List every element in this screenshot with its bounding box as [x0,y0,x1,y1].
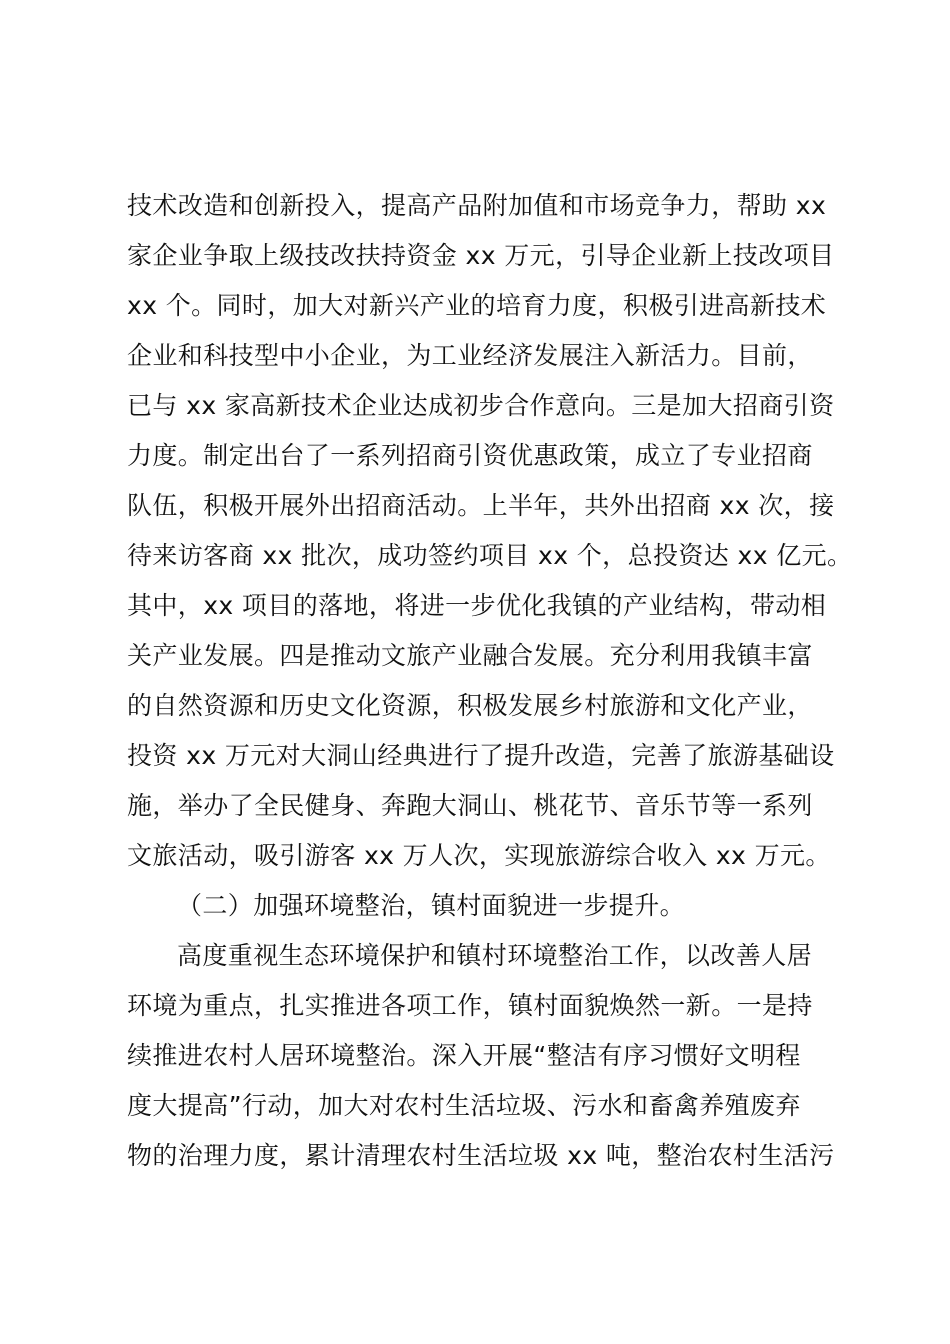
text-line: xx 个。同时，加大对新兴产业的培育力度，积极引进高新技术 [127,291,827,320]
text-line: 技术改造和创新投入，提高产品附加值和市场竞争力，帮助 xx [127,191,827,220]
text-line: 环境为重点，扎实推进各项工作，镇村面貌焕然一新。一是持 [127,991,813,1020]
section-heading: （二）加强环境整治，镇村面貌进一步提升。 [177,891,686,920]
text-line: 续推进农村人居环境整治。深入开展“整洁有序习惯好文明程 [127,1041,801,1070]
text-line: 已与 xx 家高新技术企业达成初步合作意向。三是加大招商引资 [127,391,835,420]
text-line: 物的治理力度，累计清理农村生活垃圾 xx 吨，整治农村生活污 [127,1141,835,1170]
text-line: 关产业发展。四是推动文旅产业融合发展。充分利用我镇丰富 [127,641,813,670]
body-text [127,181,867,1181]
text-line: 家企业争取上级技改扶持资金 xx 万元，引导企业新上技改项目 [127,241,835,270]
text-line: 文旅活动，吸引游客 xx 万人次，实现旅游综合收入 xx 万元。 [127,841,831,870]
text-line: 待来访客商 xx 批次，成功签约项目 xx 个，总投资达 xx 亿元。 [127,541,853,570]
text-line: 的自然资源和历史文化资源，积极发展乡村旅游和文化产业， [127,691,813,720]
text-line: 投资 xx 万元对大洞山经典进行了提升改造，完善了旅游基础设 [127,741,835,770]
text-line: 企业和科技型中小企业，为工业经济发展注入新活力。目前， [127,341,813,370]
text-line: 其中，xx 项目的落地，将进一步优化我镇的产业结构，带动相 [127,591,827,620]
text-line: 施，举办了全民健身、奔跑大洞山、桃花节、音乐节等一系列 [127,791,813,820]
text-line: 队伍，积极开展外出招商活动。上半年，共外出招商 xx 次，接 [127,491,835,520]
paragraph-first-line: 高度重视生态环境保护和镇村环境整治工作，以改善人居 [177,941,813,970]
text-line: 力度。制定出台了一系列招商引资优惠政策，成立了专业招商 [127,441,813,470]
text-line: 度大提高”行动，加大对农村生活垃圾、污水和畜禽养殖废弃 [127,1091,801,1120]
